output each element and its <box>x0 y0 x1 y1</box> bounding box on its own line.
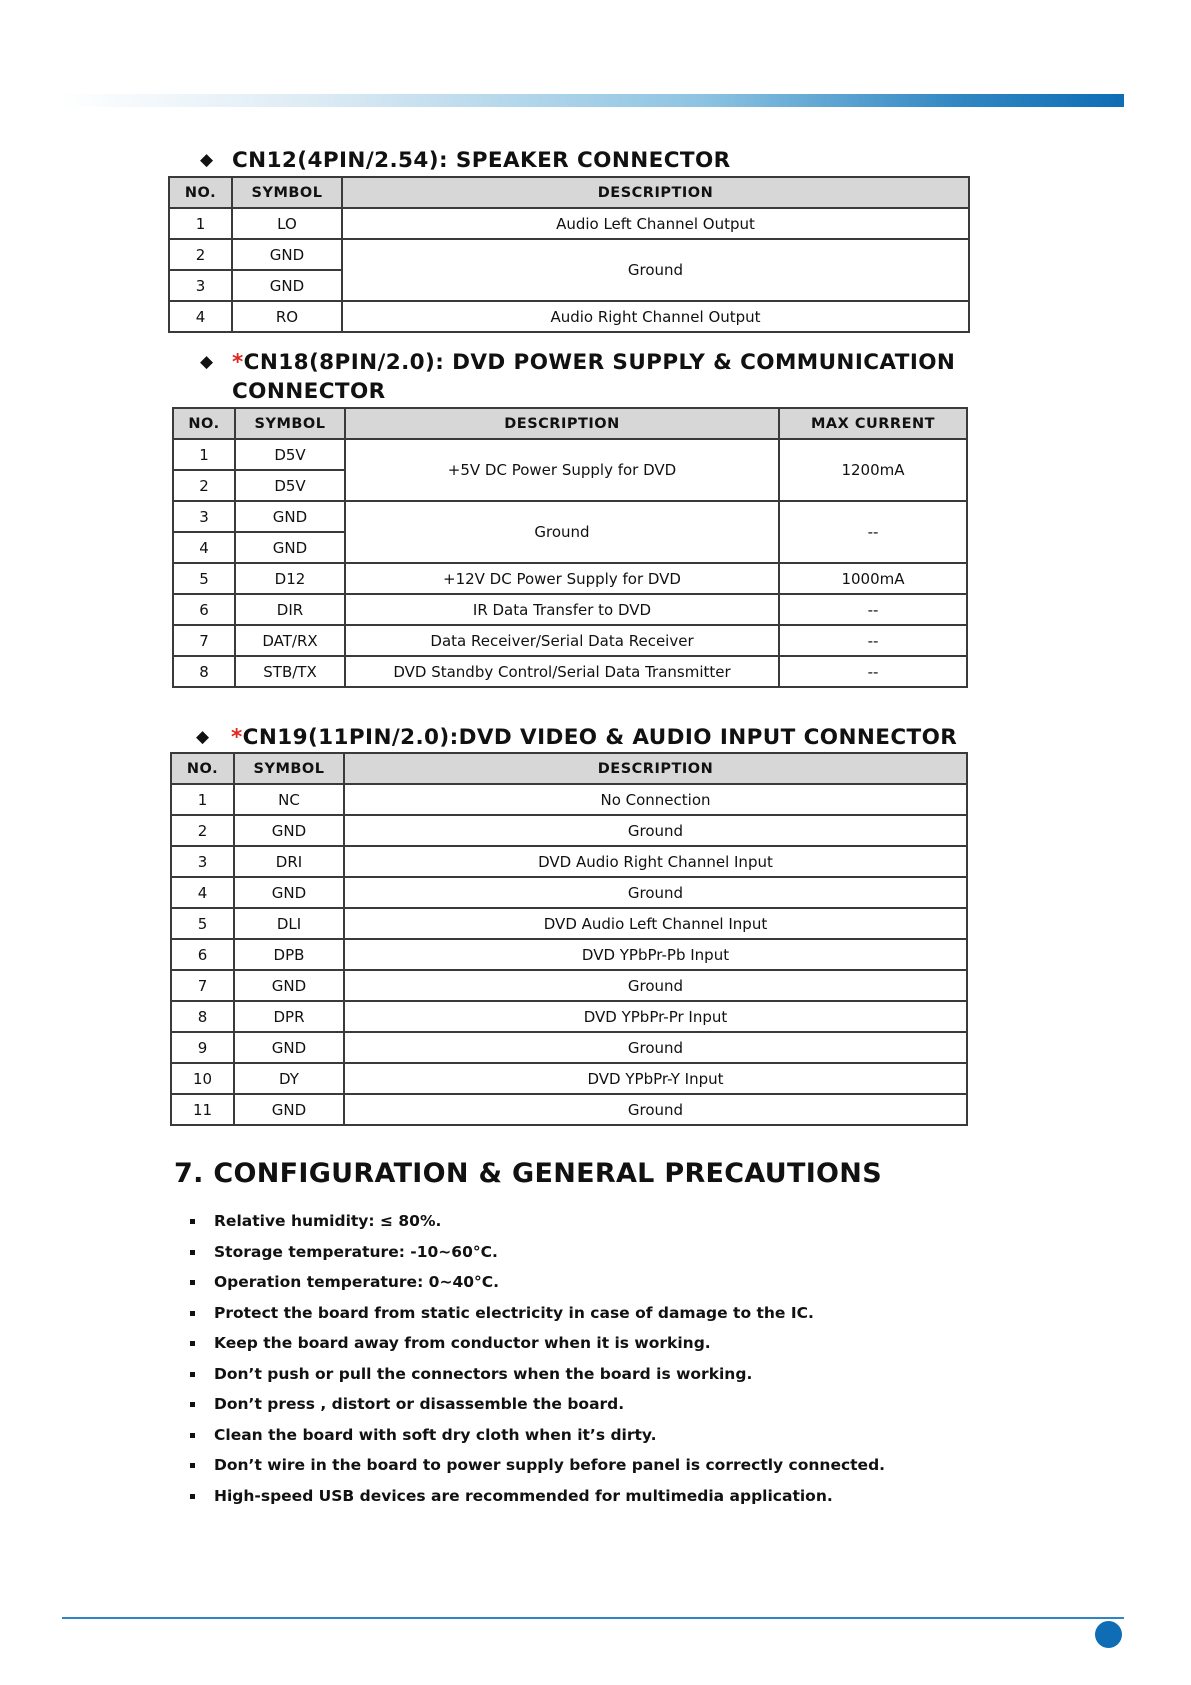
cell-description: DVD Audio Left Channel Input <box>344 908 967 939</box>
cell-symbol: D5V <box>235 470 345 501</box>
cell-symbol: DRI <box>234 846 344 877</box>
cell-symbol: DPB <box>234 939 344 970</box>
cell-description: Ground <box>344 877 967 908</box>
diamond-bullet-icon: ◆ <box>196 727 210 747</box>
table-row <box>171 784 967 815</box>
cell-description: Audio Right Channel Output <box>342 301 969 332</box>
list-item: Protect the board from static electricity in case of damage to the IC. <box>190 1298 885 1329</box>
cell-symbol: GND <box>234 877 344 908</box>
col-header-no: NO. <box>173 408 235 439</box>
table-row <box>173 439 967 470</box>
table-row <box>169 301 969 332</box>
col-header-max-current: MAX CURRENT <box>779 408 967 439</box>
table-row <box>173 656 967 687</box>
cell-symbol: NC <box>234 784 344 815</box>
star-marker: * <box>232 350 244 375</box>
table-header-row <box>171 753 967 784</box>
table-row <box>171 877 967 908</box>
table-row <box>171 1063 967 1094</box>
list-item: Don’t push or pull the connectors when the board is working. <box>190 1359 885 1390</box>
table-row <box>173 594 967 625</box>
cell-no: 1 <box>171 784 234 815</box>
cell-description: DVD YPbPr-Pb Input <box>344 939 967 970</box>
cell-no: 7 <box>171 970 234 1001</box>
cell-symbol: DAT/RX <box>235 625 345 656</box>
col-header-no: NO. <box>171 753 234 784</box>
square-bullet-icon <box>190 1494 195 1499</box>
list-item: Keep the board away from conductor when it is working. <box>190 1328 885 1359</box>
cell-no: 8 <box>171 1001 234 1032</box>
cell-no: 3 <box>173 501 235 532</box>
list-item: Relative humidity: ≤ 80%. <box>190 1206 885 1237</box>
cell-no: 2 <box>171 815 234 846</box>
cell-description: Ground <box>344 1032 967 1063</box>
cell-description: Ground <box>342 239 969 301</box>
cell-symbol: DIR <box>235 594 345 625</box>
list-item: Operation temperature: 0~40°C. <box>190 1267 885 1298</box>
cell-no: 6 <box>171 939 234 970</box>
col-header-symbol: SYMBOL <box>232 177 342 208</box>
cell-no: 3 <box>171 846 234 877</box>
cell-symbol: GND <box>234 1032 344 1063</box>
list-item: Storage temperature: -10~60°C. <box>190 1237 885 1268</box>
cell-no: 4 <box>171 877 234 908</box>
col-header-no: NO. <box>169 177 232 208</box>
square-bullet-icon <box>190 1219 195 1224</box>
cell-symbol: GND <box>234 1094 344 1125</box>
cell-symbol: GND <box>232 270 342 301</box>
cn18-section <box>172 348 968 688</box>
cell-no: 11 <box>171 1094 234 1125</box>
cell-description: Ground <box>344 1094 967 1125</box>
header-gradient-band <box>60 94 1124 107</box>
cell-no: 7 <box>173 625 235 656</box>
cn18-table <box>172 407 968 688</box>
cell-no: 10 <box>171 1063 234 1094</box>
square-bullet-icon <box>190 1402 195 1407</box>
cell-description: +5V DC Power Supply for DVD <box>345 439 779 501</box>
square-bullet-icon <box>190 1433 195 1438</box>
cell-description: Data Receiver/Serial Data Receiver <box>345 625 779 656</box>
diamond-bullet-icon: ◆ <box>200 352 214 372</box>
table-row <box>171 1094 967 1125</box>
table-row <box>171 908 967 939</box>
cell-no: 4 <box>169 301 232 332</box>
cn12-section <box>168 146 970 333</box>
table-row <box>171 815 967 846</box>
square-bullet-icon <box>190 1311 195 1316</box>
square-bullet-icon <box>190 1250 195 1255</box>
cell-symbol: DY <box>234 1063 344 1094</box>
cell-no: 6 <box>173 594 235 625</box>
cell-symbol: RO <box>232 301 342 332</box>
table-row <box>169 208 969 239</box>
footer-rule <box>62 1617 1124 1619</box>
cell-max-current: -- <box>779 656 967 687</box>
table-row <box>171 939 967 970</box>
col-header-symbol: SYMBOL <box>234 753 344 784</box>
cell-symbol: DPR <box>234 1001 344 1032</box>
cell-symbol: LO <box>232 208 342 239</box>
page-marker-circle-icon <box>1095 1621 1122 1648</box>
cell-no: 2 <box>169 239 232 270</box>
cn18-title: ◆ *CN18(8PIN/2.0): DVD POWER SUPPLY & COMMUNICATION <box>200 350 956 375</box>
col-header-symbol: SYMBOL <box>235 408 345 439</box>
cell-no: 8 <box>173 656 235 687</box>
cell-symbol: D12 <box>235 563 345 594</box>
square-bullet-icon <box>190 1372 195 1377</box>
cell-description: DVD Standby Control/Serial Data Transmitter <box>345 656 779 687</box>
cn18-title-line2: CONNECTOR <box>232 379 386 404</box>
list-item: Don’t press , distort or disassemble the board. <box>190 1389 885 1420</box>
cell-no: 5 <box>171 908 234 939</box>
cell-max-current: 1200mA <box>779 439 967 501</box>
table-row <box>169 239 969 270</box>
cell-description: Ground <box>345 501 779 563</box>
table-row <box>171 1032 967 1063</box>
table-row <box>173 501 967 532</box>
cn19-title: ◆ *CN19(11PIN/2.0):DVD VIDEO & AUDIO INPUT CONNECTOR <box>196 725 958 750</box>
cell-no: 9 <box>171 1032 234 1063</box>
precautions-list <box>190 1206 885 1511</box>
cell-symbol: D5V <box>235 439 345 470</box>
cell-symbol: GND <box>235 532 345 563</box>
cell-description: DVD YPbPr-Pr Input <box>344 1001 967 1032</box>
cell-no: 4 <box>173 532 235 563</box>
square-bullet-icon <box>190 1280 195 1285</box>
cn19-table <box>170 752 968 1126</box>
table-header-row <box>173 408 967 439</box>
table-header-row <box>169 177 969 208</box>
table-row <box>171 846 967 877</box>
cell-no: 1 <box>173 439 235 470</box>
col-header-description: DESCRIPTION <box>342 177 969 208</box>
cn19-section <box>170 723 968 1126</box>
cell-symbol: GND <box>234 970 344 1001</box>
cell-description: DVD Audio Right Channel Input <box>344 846 967 877</box>
star-marker: * <box>231 725 243 750</box>
table-row <box>171 970 967 1001</box>
cell-no: 3 <box>169 270 232 301</box>
cell-no: 1 <box>169 208 232 239</box>
cell-symbol: GND <box>232 239 342 270</box>
cell-description: Ground <box>344 815 967 846</box>
col-header-description: DESCRIPTION <box>345 408 779 439</box>
cell-description: DVD YPbPr-Y Input <box>344 1063 967 1094</box>
cell-description: +12V DC Power Supply for DVD <box>345 563 779 594</box>
cell-no: 2 <box>173 470 235 501</box>
cn12-table <box>168 176 970 333</box>
cell-description: No Connection <box>344 784 967 815</box>
diamond-bullet-icon: ◆ <box>200 150 214 170</box>
list-item: Clean the board with soft dry cloth when it’s dirty. <box>190 1420 885 1451</box>
cell-max-current: -- <box>779 594 967 625</box>
cell-description: Ground <box>344 970 967 1001</box>
cell-symbol: STB/TX <box>235 656 345 687</box>
precautions-heading: 7. CONFIGURATION & GENERAL PRECAUTIONS <box>174 1158 882 1189</box>
cell-no: 5 <box>173 563 235 594</box>
square-bullet-icon <box>190 1463 195 1468</box>
square-bullet-icon <box>190 1341 195 1346</box>
cell-description: Audio Left Channel Output <box>342 208 969 239</box>
cell-max-current: 1000mA <box>779 563 967 594</box>
list-item: Don’t wire in the board to power supply before panel is correctly connected. <box>190 1450 885 1481</box>
table-row <box>173 625 967 656</box>
cell-symbol: DLI <box>234 908 344 939</box>
cell-symbol: GND <box>234 815 344 846</box>
cn12-title: ◆ CN12(4PIN/2.54): SPEAKER CONNECTOR <box>200 148 731 173</box>
cell-max-current: -- <box>779 625 967 656</box>
col-header-description: DESCRIPTION <box>344 753 967 784</box>
table-row <box>171 1001 967 1032</box>
table-row <box>173 563 967 594</box>
list-item: High-speed USB devices are recommended for multimedia application. <box>190 1481 885 1512</box>
cell-max-current: -- <box>779 501 967 563</box>
cell-symbol: GND <box>235 501 345 532</box>
cell-description: IR Data Transfer to DVD <box>345 594 779 625</box>
